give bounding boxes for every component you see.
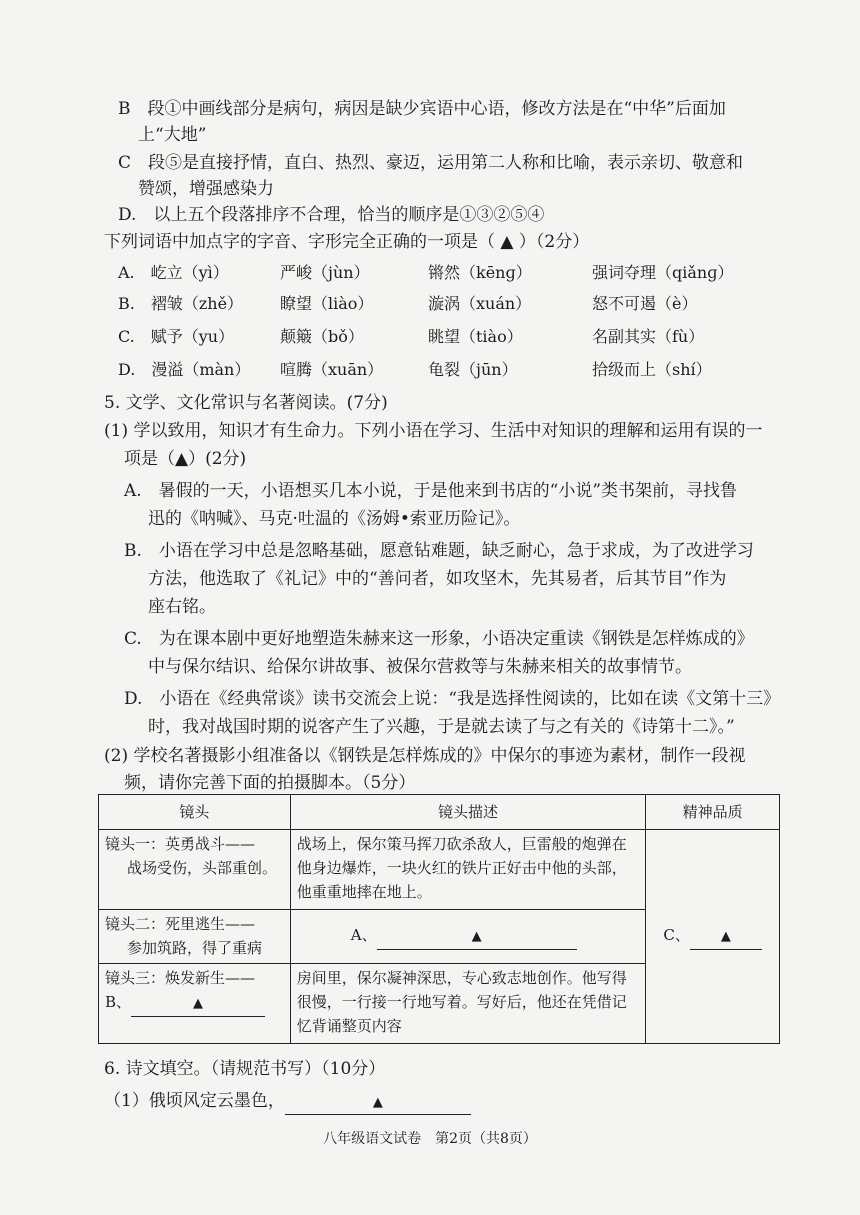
q5-1-option-d-line2: 时，我对战国时期的说客产生了兴趣，于是就去读了与之有关的《诗第十二》。”	[148, 717, 735, 737]
q6-item-1	[104, 1090, 471, 1115]
word-item: D. 漫溢（màn）	[118, 360, 251, 379]
q4-option-d: D. 以上五个段落排序不合理，恰当的顺序是①③②⑤④	[118, 205, 545, 225]
q5-1-option-b-line1: B. 小语在学习中总是忽略基础，愿意钻难题，缺乏耐心，急于求成，为了改进学习	[124, 541, 754, 561]
word-item: B. 褶皱（zhě）	[118, 294, 244, 313]
word-item: 瞭望（liào）	[280, 294, 374, 313]
q5-2-stem-line1: (2) 学校名著摄影小组准备以《钢铁是怎样炼成的》中保尔的事迹为素材，制作一段视	[104, 746, 746, 766]
word-item: 喧腾（xuān）	[280, 360, 384, 379]
q5-1-stem-line2: 项是（▲）(2分)	[124, 449, 247, 469]
word-item: 颠簸（bǒ）	[280, 327, 364, 346]
word-item: A. 屹立（yì）	[118, 263, 229, 282]
q5-1-option-b-line2: 方法，他选取了《礼记》中的“善问者，如攻坚木，先其易者，后其节目”作为	[148, 569, 727, 589]
page-footer: 八年级语文试卷 第2页（共8页）	[323, 1131, 537, 1147]
q6-item-1-blank[interactable]	[285, 1090, 471, 1115]
header-description: 镜头描述	[290, 795, 646, 830]
placeholder-triangle: ▲	[471, 929, 482, 944]
q5-1-option-d-line1: D. 小语在《经典常谈》读书交流会上说：“我是选择性阅读的，比如在读《文第十三》	[124, 689, 781, 709]
word-item: 怒不可遏（è）	[592, 294, 698, 313]
blank-b[interactable]	[131, 990, 265, 1017]
shot-2-line1: 镜头二：死里逃生——	[105, 915, 256, 933]
q4-option-b-line1: B 段①中画线部分是病句，病因是缺少宾语中心语，修改方法是在“中华”后面加	[118, 99, 726, 119]
shooting-script-table	[98, 794, 780, 1044]
q5-1-option-c-line2: 中与保尔结识、给保尔讲故事、被保尔营救等与朱赫来相关的故事情节。	[148, 657, 692, 677]
word-item: 漩涡（xuán）	[428, 294, 532, 313]
q4-option-b-line2: 上“大地”	[138, 125, 207, 145]
quality-cell	[646, 830, 780, 1044]
quality-blank[interactable]	[690, 923, 762, 950]
q6-header: 6. 诗文填空。（请规范书写）（10分）	[104, 1059, 386, 1079]
shot-1-cell	[99, 830, 291, 910]
blank-b-label: B、	[105, 993, 132, 1011]
q5-header: 5. 文学、文化常识与名著阅读。(7分)	[104, 393, 388, 413]
shot-3-line2	[105, 990, 284, 1017]
shot-2-cell	[99, 910, 291, 964]
word-item: 眺望（tiào）	[428, 327, 523, 346]
shot-1-description: 战场上，保尔策马挥刀砍杀敌人，巨雷般的炮弹在他身边爆炸，一块火红的铁片正好击中他的头部，他重重地摔在地上。	[290, 830, 646, 910]
header-shot: 镜头	[99, 795, 291, 830]
q-word-stem: 下列词语中加点字的字音、字形完全正确的一项是（ ▲ ）（2分）	[104, 232, 590, 252]
table-row	[99, 830, 780, 910]
placeholder-triangle: ▲	[720, 929, 731, 944]
shot-3-cell	[99, 964, 291, 1044]
shot-2-line2: 参加筑路，得了重病	[127, 939, 263, 957]
word-item: C. 赋予（yu）	[118, 327, 235, 346]
q5-2-stem-line2: 频，请你完善下面的拍摄脚本。（5分）	[124, 773, 416, 793]
q6-item-1-text: （1）俄顷风定云墨色，	[104, 1091, 285, 1111]
word-item: 强词夺理（qiǎnɡ）	[592, 263, 734, 282]
q5-1-option-a-line2: 迅的《呐喊》、马克·吐温的《汤姆•索亚历险记》。	[148, 509, 521, 529]
q5-1-option-b-line3: 座右铭。	[148, 597, 216, 617]
placeholder-triangle: ▲	[372, 1095, 383, 1110]
blank-a-label: A、	[350, 926, 377, 944]
word-item: 龟裂（jūn）	[428, 360, 518, 379]
shot-2-description-cell	[290, 910, 646, 964]
word-item: 锵然（kēnɡ）	[428, 263, 532, 282]
q5-1-option-a-line1: A. 暑假的一天，小语想买几本小说，于是他来到书店的“小说”类书架前，寻找鲁	[124, 481, 738, 501]
placeholder-triangle: ▲	[193, 996, 204, 1011]
shot-1-line1: 镜头一：英勇战斗——	[105, 835, 256, 853]
header-quality: 精神品质	[646, 795, 780, 830]
shot-3-line1: 镜头三：焕发新生——	[105, 969, 256, 987]
q4-option-c-line1: C 段⑤是直接抒情，直白、热烈、豪迈，运用第二人称和比喻，表示亲切、敬意和	[118, 153, 744, 173]
q4-option-c-line2: 赞颂，增强感染力	[138, 179, 274, 199]
q5-1-option-c-line1: C. 为在课本剧中更好地塑造朱赫来这一形象，小语决定重读《钢铁是怎样炼成的》	[124, 629, 754, 649]
table-header-row	[99, 795, 780, 830]
shot-3-description: 房间里，保尔凝神深思，专心致志地创作。他写得很慢，一行接一行地写着。写好后，他还在凭借记忆背诵整页内容	[290, 964, 646, 1044]
quality-label: C、	[663, 926, 690, 944]
word-item: 名副其实（fù）	[592, 327, 705, 346]
shot-1-line2: 战场受伤，头部重创。	[127, 859, 278, 877]
word-item: 拾级而上（shí）	[592, 360, 712, 379]
q5-1-stem-line1: (1) 学以致用，知识才有生命力。下列小语在学习、生活中对知识的理解和运用有误的一	[104, 421, 763, 441]
word-item: 严峻（jùn）	[280, 263, 370, 282]
blank-a[interactable]	[377, 923, 577, 950]
